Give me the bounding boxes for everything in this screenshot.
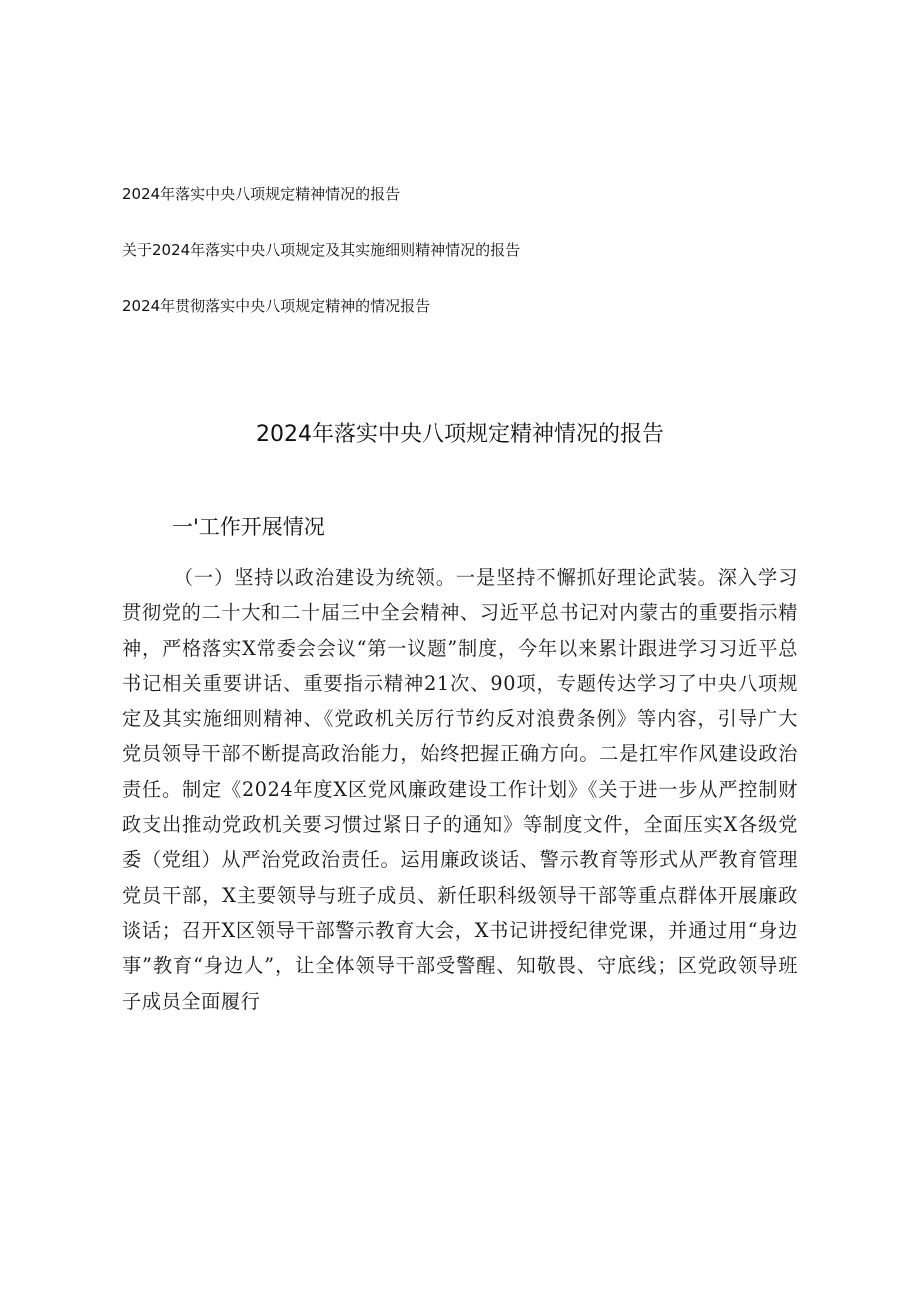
document-title: 2024年落实中央八项规定精神情况的报告	[256, 422, 664, 447]
section-heading: 一'工作开展情况	[172, 515, 325, 539]
document-toc	[122, 184, 822, 316]
toc-item-3: 2024年贯彻落实中央八项规定精神的情况报告	[122, 297, 431, 315]
toc-item-1: 2024年落实中央八项规定精神情况的报告	[122, 185, 401, 203]
body-paragraph: （一）坚持以政治建设为统领。一是坚持不懈抓好理论武装。深入学习贯彻党的二十大和二十届三中全会精神、习近平总书记对内蒙古的重要指示精神，严格落实X常委会会议“第一议题”制度，今年以来累计跟进学习习近平总书记相关重要讲话、重要指示精神21次、90项，专题传达学习了中央八项规定及其实施细则精神、《党政机关厉行节约反对浪费条例》等内容，引导广大党员领导干部不断提高政治能力，始终把握正确方向。二是扛牢作风建设政治责任。制定《2024年度X区党风廉政建设工作计划》《关于进一步从严控制财政支出推动党政机关要习惯过紧日子的通知》等制度文件，全面压实X各级党委（党组）从严治党政治责任。运用廉政谈话、警示教育等形式从严教育管理党员干部，X主要领导与班子成员、新任职科级领导干部等重点群体开展廉政谈话；召开X区领导干部警示教育大会，X书记讲授纪律党课，并通过用“身边事”教育“身边人”，让全体领导干部受警醒、知敬畏、守底线；区党政领导班子成员全面履行	[122, 566, 798, 1013]
toc-item-2: 关于2024年落实中央八项规定及其实施细则精神情况的报告	[122, 241, 521, 259]
